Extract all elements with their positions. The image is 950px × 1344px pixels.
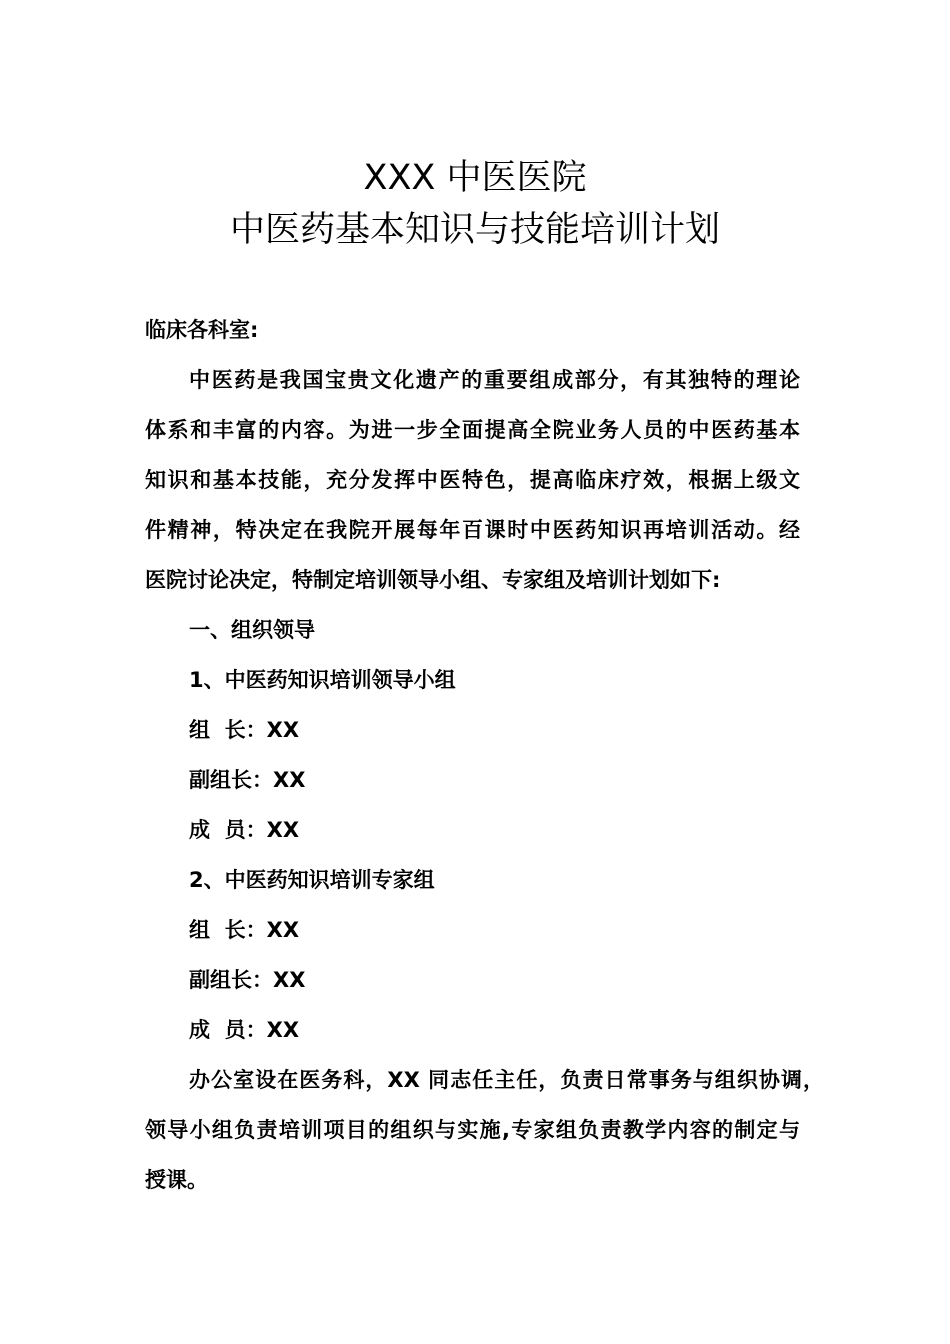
document-body <box>145 305 824 1205</box>
intro-line-2: 体系和丰富的内容。为进一步全面提高全院业务人员的中医药基本 <box>145 418 800 442</box>
section-heading-organization: 一、组织领导 <box>189 618 315 642</box>
title-plan-name: 中医药基本知识与技能培训计划 <box>229 210 720 250</box>
group2-deputy: 副组长：XX <box>189 968 306 992</box>
office-line-3: 授课。 <box>145 1168 208 1192</box>
intro-line-3: 知识和基本技能，充分发挥中医特色，提高临床疗效，根据上级文 <box>145 468 800 492</box>
group1-heading: 1、中医药知识培训领导小组 <box>189 668 456 692</box>
intro-line-1: 中医药是我国宝贵文化遗产的重要组成部分，有其独特的理论 <box>189 368 800 392</box>
group1-deputy: 副组长：XX <box>189 768 306 792</box>
salutation: 临床各科室: <box>145 318 259 342</box>
intro-line-4: 件精神，特决定在我院开展每年百课时中医药知识再培训活动。经 <box>145 518 800 542</box>
document-title <box>0 152 950 256</box>
group2-members: 成 员：XX <box>189 1018 300 1042</box>
title-hospital-name: XXX 中医医院 <box>363 158 587 198</box>
group1-members: 成 员：XX <box>189 818 300 842</box>
group1-leader: 组 长：XX <box>189 718 300 742</box>
office-line-1: 办公室设在医务科，XX 同志任主任，负责日常事务与组织协调， <box>189 1068 824 1092</box>
intro-line-5: 医院讨论决定，特制定培训领导小组、专家组及培训计划如下: <box>145 568 721 592</box>
office-line-2: 领导小组负责培训项目的组织与实施,专家组负责教学内容的制定与 <box>145 1118 800 1142</box>
group2-heading: 2、中医药知识培训专家组 <box>189 868 435 892</box>
group2-leader: 组 长：XX <box>189 918 300 942</box>
